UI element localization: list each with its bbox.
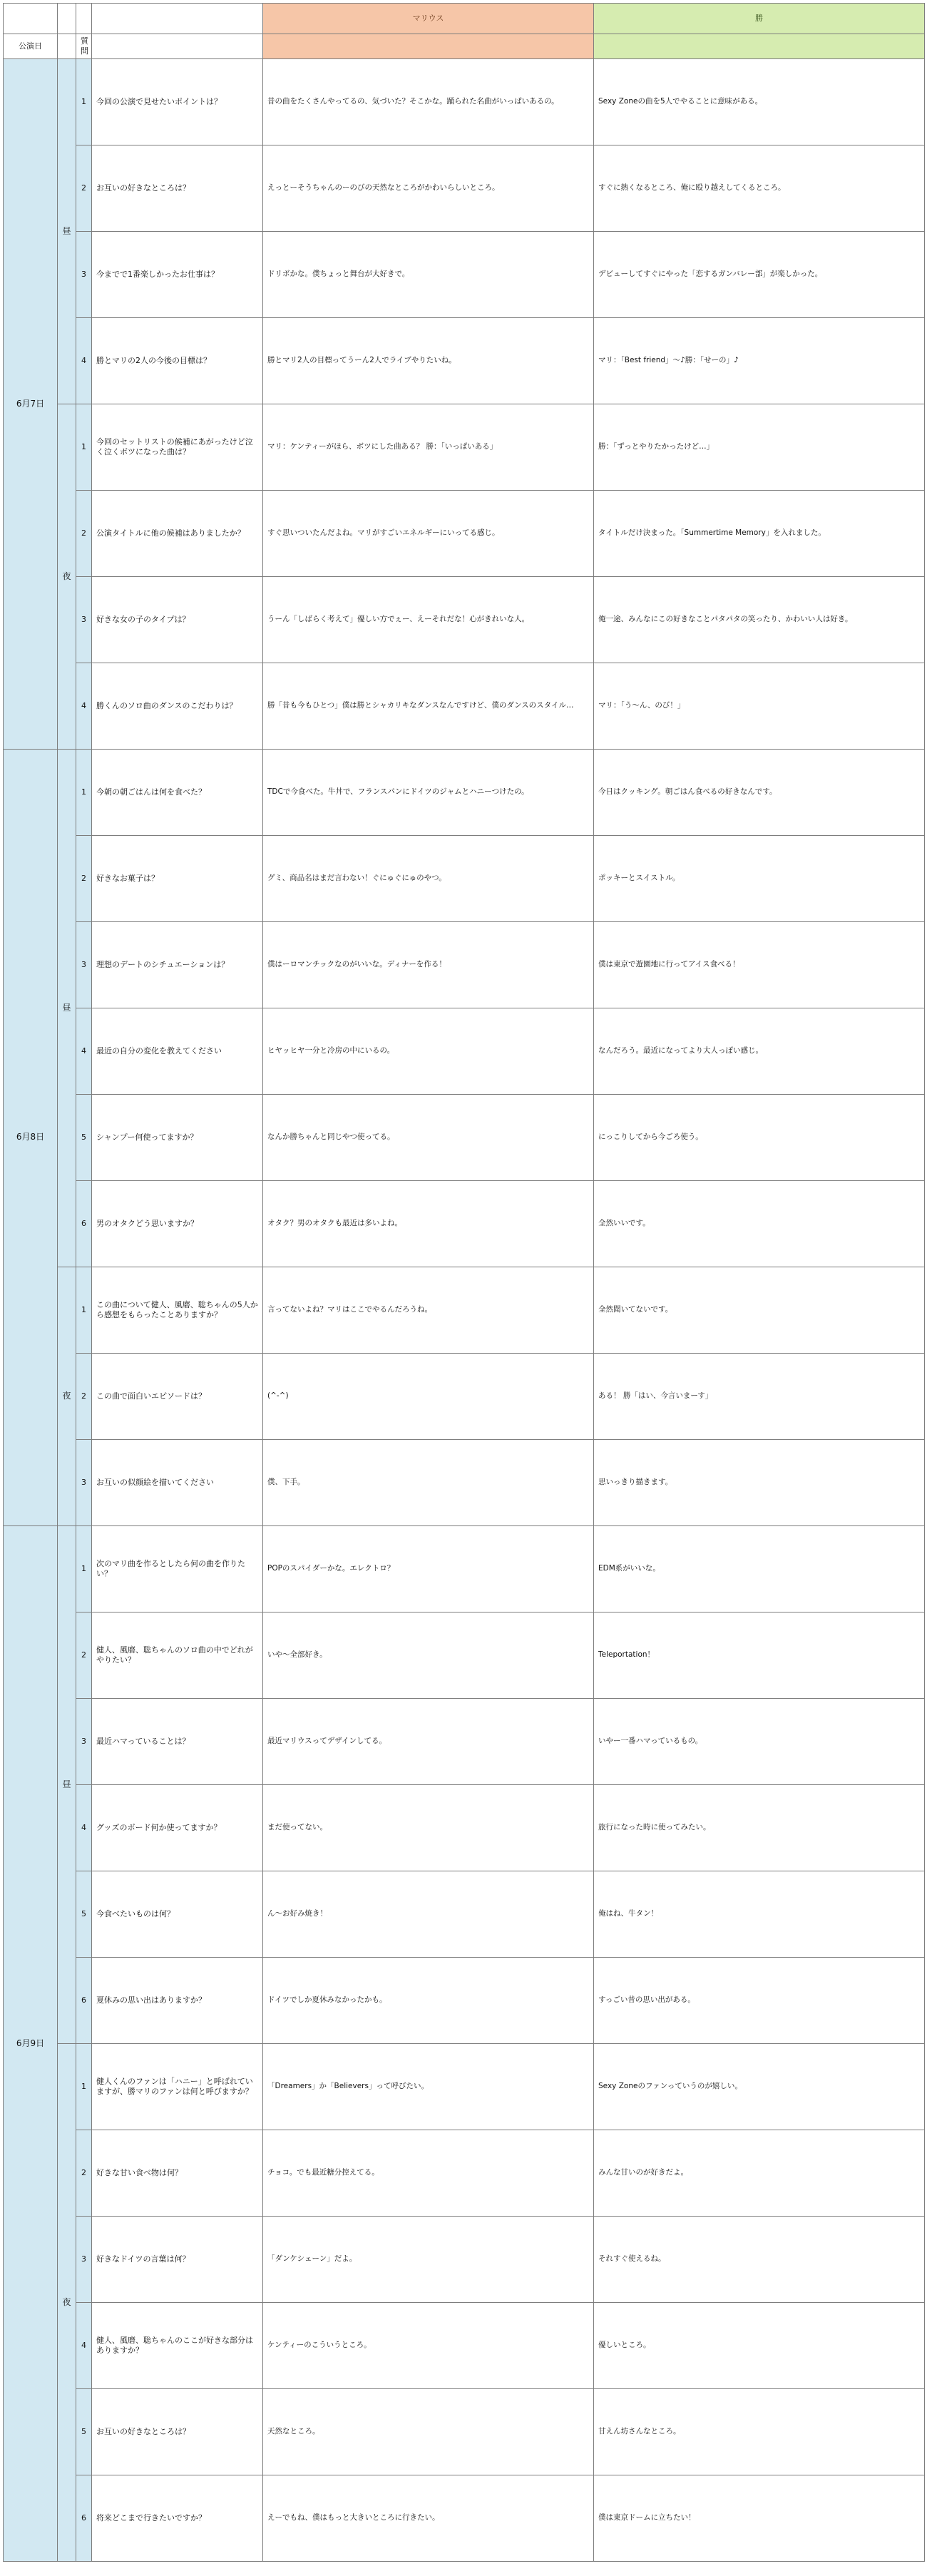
table-row (4, 1181, 925, 1267)
question-number: 6 (76, 1958, 92, 2044)
question-cell: お互いの好きなところは？ (92, 2389, 263, 2475)
answer-speaker-2: Sexy Zoneのファンっていうのが嬉しい。 (594, 2044, 925, 2130)
answer-speaker-1: えーでもね、僕はもっと大きいところに行きたい。 (263, 2475, 594, 2562)
answer-speaker-2: すっごい昔の思い出がある。 (594, 1958, 925, 2044)
answer-speaker-2: 僕は東京ドームに立ちたい！ (594, 2475, 925, 2562)
question-cell: 健人、風磨、聡ちゃんのここが好きな部分はありますか？ (92, 2303, 263, 2389)
question-number: 3 (76, 1440, 92, 1526)
question-number: 2 (76, 836, 92, 922)
question-cell: お互いの似顔絵を描いてください (92, 1440, 263, 1526)
table-row (4, 1008, 925, 1095)
question-cell: 次のマリ曲を作るとしたら何の曲を作りたい？ (92, 1526, 263, 1612)
answer-speaker-1: グミ、商品名はまだ言わない！ぐにゅぐにゅのやつ。 (263, 836, 594, 922)
question-number: 6 (76, 2475, 92, 2562)
question-cell: 好きなドイツの言葉は何？ (92, 2217, 263, 2303)
question-cell: 今までで1番楽しかったお仕事は？ (92, 232, 263, 318)
question-number: 3 (76, 1699, 92, 1785)
answer-speaker-1: えっとーそうちゃんのーのびの天然なところがかわいらしいところ。 (263, 145, 594, 232)
answer-speaker-1: 勝とマリ2人の目標ってうーん2人でライブやりたいね。 (263, 318, 594, 404)
header-no-label: 質問 (76, 34, 92, 59)
table-row (4, 2130, 925, 2217)
date-cell: 6月9日 (4, 1526, 58, 2562)
period-cell: 昼 (58, 1526, 76, 2044)
answer-speaker-1: なんか勝ちゃんと同じやつ使ってる。 (263, 1095, 594, 1181)
question-number: 4 (76, 1008, 92, 1095)
answer-speaker-2: ポッキーとスイストル。 (594, 836, 925, 922)
question-number: 5 (76, 1095, 92, 1181)
question-number: 4 (76, 2303, 92, 2389)
header-blank (4, 4, 58, 34)
table-row (4, 1871, 925, 1958)
answer-speaker-2: 思いっきり描きます。 (594, 1440, 925, 1526)
question-number: 1 (76, 750, 92, 836)
table-row (4, 2389, 925, 2475)
question-number: 3 (76, 2217, 92, 2303)
answer-speaker-2: ある！ 勝「はい、今言いまーす」 (594, 1354, 925, 1440)
question-number: 4 (76, 318, 92, 404)
answer-speaker-1: 「ダンケシェーン」だよ。 (263, 2217, 594, 2303)
table-row (4, 232, 925, 318)
question-cell: 今回の公演で見せたいポイントは？ (92, 59, 263, 145)
answer-speaker-2: EDM系がいいな。 (594, 1526, 925, 1612)
answer-speaker-2: 旅行になった時に使ってみたい。 (594, 1785, 925, 1871)
question-cell: 男のオタクどう思いますか？ (92, 1181, 263, 1267)
question-number: 5 (76, 2389, 92, 2475)
question-cell: 夏休みの思い出はありますか？ (92, 1958, 263, 2044)
answer-speaker-1: 僕、下手。 (263, 1440, 594, 1526)
answer-speaker-1: 言ってないよね？マリはここでやるんだろうね。 (263, 1267, 594, 1354)
answer-speaker-1: 「Dreamers」か「Believers」って呼びたい。 (263, 2044, 594, 2130)
period-cell: 昼 (58, 59, 76, 404)
answer-speaker-2: いやー一番ハマっているもの。 (594, 1699, 925, 1785)
answer-speaker-2: タイトルだけ決まった。「Summertime Memory」を入れました。 (594, 491, 925, 577)
table-row (4, 318, 925, 404)
question-cell: 将来どこまで行きたいですか？ (92, 2475, 263, 2562)
date-cell: 6月7日 (4, 59, 58, 750)
answer-speaker-2: 今日はクッキング。朝ごはん食べるの好きなんです。 (594, 750, 925, 836)
table-row (4, 59, 925, 145)
answer-speaker-1: 僕はーロマンチックなのがいいな。ディナーを作る！ (263, 922, 594, 1008)
question-number: 5 (76, 1871, 92, 1958)
table-row (4, 750, 925, 836)
question-cell: 好きな甘い食べ物は何？ (92, 2130, 263, 2217)
period-cell: 夜 (58, 404, 76, 750)
answer-speaker-1: ドイツでしか夏休みなかったかも。 (263, 1958, 594, 2044)
question-cell: 今回のセットリストの候補にあがったけど泣く泣くボツになった曲は？ (92, 404, 263, 491)
answer-speaker-1: まだ使ってない。 (263, 1785, 594, 1871)
table-body (4, 59, 925, 2562)
answer-speaker-1: すぐ思いついたんだよね。マリがすごいエネルギーにいってる感じ。 (263, 491, 594, 577)
table-row (4, 1354, 925, 1440)
table-row (4, 663, 925, 750)
table-row (4, 2303, 925, 2389)
question-cell: 好きな女の子のタイプは？ (92, 577, 263, 663)
question-cell: お互いの好きなところは？ (92, 145, 263, 232)
answer-speaker-2: Sexy Zoneの曲を5人でやることに意味がある。 (594, 59, 925, 145)
table-row (4, 2475, 925, 2562)
question-cell: 好きなお菓子は？ (92, 836, 263, 922)
answer-speaker-1: POPのスパイダーかな。エレクトロ？ (263, 1526, 594, 1612)
answer-speaker-2: 優しいところ。 (594, 2303, 925, 2389)
answer-speaker-2: 甘えん坊さんなところ。 (594, 2389, 925, 2475)
question-cell: 最近ハマっていることは？ (92, 1699, 263, 1785)
table-row (4, 1267, 925, 1354)
question-cell: この曲で面白いエピソードは？ (92, 1354, 263, 1440)
question-cell: グッズのボード何か使ってますか？ (92, 1785, 263, 1871)
answer-speaker-2: 俺はね、牛タン！ (594, 1871, 925, 1958)
answer-speaker-1: いや〜全部好き。 (263, 1612, 594, 1699)
answer-speaker-2: それすぐ使えるね。 (594, 2217, 925, 2303)
qa-table (3, 3, 925, 2562)
question-cell: 公演タイトルに他の候補はありましたか？ (92, 491, 263, 577)
table-row (4, 1958, 925, 2044)
question-number: 3 (76, 577, 92, 663)
table-row (4, 1526, 925, 1612)
answer-speaker-1: 勝「昔も今もひとつ」僕は勝とシャカリキなダンスなんですけど、僕のダンスのスタイル… (263, 663, 594, 750)
question-cell: 今朝の朝ごはんは何を食べた？ (92, 750, 263, 836)
table-row (4, 836, 925, 922)
table-row (4, 2044, 925, 2130)
question-cell: 健人、風磨、聡ちゃんのソロ曲の中でどれがやりたい？ (92, 1612, 263, 1699)
header-row-labels (4, 34, 925, 59)
question-number: 3 (76, 922, 92, 1008)
table-row (4, 491, 925, 577)
answer-speaker-2: マリ：「Best friend」〜♪勝：「せーの」♪ (594, 318, 925, 404)
question-cell: この曲について健人、風磨、聡ちゃんの5人から感想をもらったことありますか？ (92, 1267, 263, 1354)
table-row (4, 1785, 925, 1871)
answer-speaker-1: ヒヤッヒヤ一分と冷房の中にいるの。 (263, 1008, 594, 1095)
header-date-label: 公演日 (4, 34, 58, 59)
period-cell: 昼 (58, 750, 76, 1267)
answer-speaker-2: デビューしてすぐにやった「恋するガンバレー部」が楽しかった。 (594, 232, 925, 318)
table-row (4, 922, 925, 1008)
question-number: 1 (76, 1526, 92, 1612)
answer-speaker-1: 最近マリウスってデザインしてる。 (263, 1699, 594, 1785)
table-row (4, 1699, 925, 1785)
answer-speaker-1: ケンティーのこういうところ。 (263, 2303, 594, 2389)
date-cell: 6月8日 (4, 750, 58, 1526)
answer-speaker-1: ん〜お好み焼き！ (263, 1871, 594, 1958)
answer-speaker-2: マリ：「う〜ん、のび！」 (594, 663, 925, 750)
answer-speaker-1: ドリボかな。僕ちょっと舞台が大好きで。 (263, 232, 594, 318)
answer-speaker-2: 僕は東京で遊園地に行ってアイス食べる！ (594, 922, 925, 1008)
period-cell: 夜 (58, 1267, 76, 1526)
table-row (4, 577, 925, 663)
answer-speaker-1: 天然なところ。 (263, 2389, 594, 2475)
question-cell: 理想のデートのシチュエーションは？ (92, 922, 263, 1008)
header-row-top (4, 4, 925, 34)
answer-speaker-1: チョコ。でも最近糖分控えてる。 (263, 2130, 594, 2217)
answer-speaker-2: すぐに熱くなるところ、俺に殴り越えしてくるところ。 (594, 145, 925, 232)
question-cell: 勝とマリの2人の今後の目標は？ (92, 318, 263, 404)
answer-speaker-2: みんな甘いのが好きだよ。 (594, 2130, 925, 2217)
table-row (4, 2217, 925, 2303)
answer-speaker-2: 全然いいです。 (594, 1181, 925, 1267)
question-number: 2 (76, 145, 92, 232)
question-number: 1 (76, 2044, 92, 2130)
answer-speaker-1: マリ：ケンティーがほら、ボツにした曲ある？ 勝：「いっぱいある」 (263, 404, 594, 491)
answer-speaker-1: TDCで今食べた。牛丼で、フランスパンにドイツのジャムとハニーつけたの。 (263, 750, 594, 836)
answer-speaker-1: 昔の曲をたくさんやってるの、気づいた？そこかな。踊られた名曲がいっぱいあるの。 (263, 59, 594, 145)
table-row (4, 1095, 925, 1181)
question-cell: 健人くんのファンは「ハニー」と呼ばれていますが、勝マリのファンは何と呼びますか？ (92, 2044, 263, 2130)
answer-speaker-1: (^-^) (263, 1354, 594, 1440)
header-speaker-1: マリウス (263, 4, 594, 34)
table-row (4, 404, 925, 491)
question-number: 3 (76, 232, 92, 318)
question-cell: 最近の自分の変化を教えてください (92, 1008, 263, 1095)
question-cell: 今食べたいものは何？ (92, 1871, 263, 1958)
answer-speaker-2: なんだろう。最近になってより大人っぽい感じ。 (594, 1008, 925, 1095)
question-number: 4 (76, 663, 92, 750)
question-cell: 勝くんのソロ曲のダンスのこだわりは？ (92, 663, 263, 750)
question-number: 4 (76, 1785, 92, 1871)
answer-speaker-1: うーん「しばらく考えて」優しい方でぇー、えーそれだな！心がきれいな人。 (263, 577, 594, 663)
question-number: 1 (76, 404, 92, 491)
header-speaker-2: 勝 (594, 4, 925, 34)
table-row (4, 1440, 925, 1526)
table-row (4, 145, 925, 232)
question-number: 2 (76, 2130, 92, 2217)
answer-speaker-2: Teleportation！ (594, 1612, 925, 1699)
question-number: 1 (76, 59, 92, 145)
question-number: 1 (76, 1267, 92, 1354)
answer-speaker-2: 勝：「ずっとやりたかったけど…」 (594, 404, 925, 491)
question-number: 6 (76, 1181, 92, 1267)
answer-speaker-2: にっこりしてから今ごろ使う。 (594, 1095, 925, 1181)
question-cell: シャンプー何使ってますか？ (92, 1095, 263, 1181)
question-number: 2 (76, 1354, 92, 1440)
table-row (4, 1612, 925, 1699)
answer-speaker-2: 全然聞いてないです。 (594, 1267, 925, 1354)
answer-speaker-2: 俺一途、みんなにこの好きなことパタパタの笑ったり、かわいい人は好き。 (594, 577, 925, 663)
question-number: 2 (76, 491, 92, 577)
spreadsheet (3, 3, 924, 2570)
question-number: 2 (76, 1612, 92, 1699)
period-cell: 夜 (58, 2044, 76, 2562)
answer-speaker-1: オタク？男のオタクも最近は多いよね。 (263, 1181, 594, 1267)
